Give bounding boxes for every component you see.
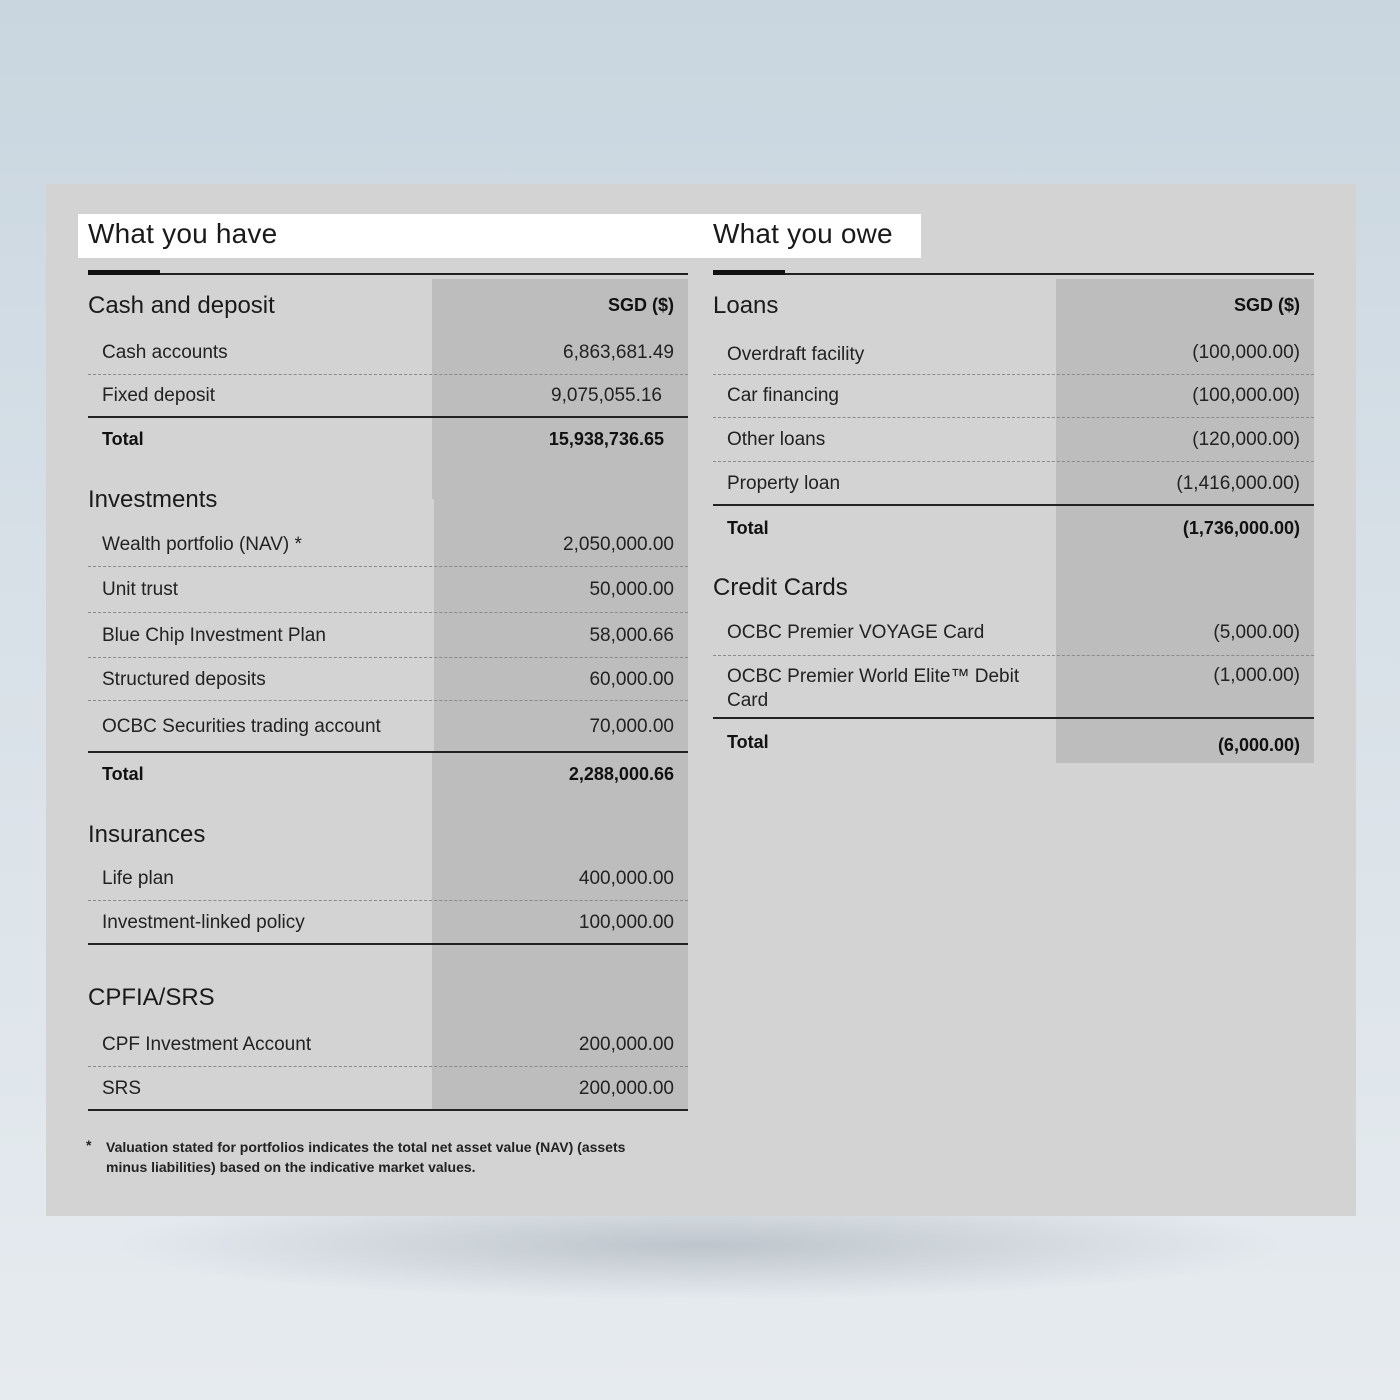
section-title-cpf: CPFIA/SRS <box>88 984 215 1011</box>
row-label: Unit trust <box>102 579 179 600</box>
section-title-insurances: Insurances <box>88 821 206 848</box>
section-title-cash: Cash and deposit <box>88 292 275 319</box>
row-value: (100,000.00) <box>1192 385 1300 406</box>
table-row <box>713 656 1314 719</box>
table-row <box>88 1022 688 1067</box>
row-value: (1,416,000.00) <box>1176 473 1300 494</box>
liabilities-heading-accent <box>713 270 785 275</box>
table-row <box>88 658 688 701</box>
row-label: Structured deposits <box>102 669 266 690</box>
row-value: 50,000.00 <box>589 579 674 600</box>
footnote-text: Valuation stated for portfolios indicates the total net asset value (NAV) (assets minus liabilities) based on the indicative market values. <box>106 1139 626 1175</box>
row-label: CPF Investment Account <box>102 1034 312 1055</box>
row-label: SRS <box>102 1078 142 1099</box>
assets-heading: What you have <box>88 218 278 249</box>
row-label: Overdraft facility <box>727 344 865 365</box>
total-label: Total <box>727 518 769 538</box>
table-row <box>88 375 688 418</box>
footnote-marker: * <box>86 1137 92 1153</box>
table-row <box>88 613 688 658</box>
total-value: 15,938,736.65 <box>548 429 664 449</box>
row-label: Fixed deposit <box>102 385 216 406</box>
currency-label: SGD ($) <box>1233 295 1300 315</box>
table-row <box>713 418 1314 462</box>
total-value: (6,000.00) <box>1217 735 1300 755</box>
statement-sheet <box>46 184 1356 1216</box>
row-value: (1,000.00) <box>1213 665 1300 686</box>
liabilities-heading-rule <box>713 273 1314 275</box>
row-label: OCBC Premier World Elite™ Debit Card <box>727 666 1020 711</box>
table-row <box>713 462 1314 506</box>
table-row <box>713 332 1314 375</box>
row-label: OCBC Securities trading account <box>102 716 381 737</box>
table-row <box>88 1067 688 1111</box>
table-row <box>88 332 688 375</box>
row-value: 2,050,000.00 <box>563 534 674 555</box>
assets-heading-accent <box>88 270 160 275</box>
row-label: Life plan <box>102 868 174 889</box>
section-title-investments: Investments <box>88 486 218 513</box>
table-row <box>88 701 688 753</box>
assets-heading-rule <box>88 273 688 275</box>
table-row <box>88 901 688 945</box>
row-label: Cash accounts <box>102 342 228 363</box>
total-label: Total <box>102 429 144 449</box>
row-value: 60,000.00 <box>589 669 674 690</box>
table-row <box>88 567 688 613</box>
total-value: 2,288,000.66 <box>568 764 674 784</box>
row-value: (5,000.00) <box>1213 622 1300 643</box>
row-label: Other loans <box>727 429 826 450</box>
row-value: 58,000.66 <box>589 625 674 646</box>
row-value: 6,863,681.49 <box>563 342 674 363</box>
row-value: 70,000.00 <box>589 716 674 737</box>
row-value: (100,000.00) <box>1192 342 1300 363</box>
row-value: 9,075,055.16 <box>551 385 662 406</box>
table-row <box>88 857 688 901</box>
total-label: Total <box>102 764 144 784</box>
row-value: 200,000.00 <box>578 1078 674 1099</box>
row-label: Property loan <box>727 473 841 494</box>
total-value: (1,736,000.00) <box>1182 518 1300 538</box>
table-row <box>713 612 1314 656</box>
row-value: 100,000.00 <box>578 912 674 933</box>
currency-label: SGD ($) <box>607 295 674 315</box>
row-label: Car financing <box>727 385 839 406</box>
liabilities-heading: What you owe <box>713 218 893 249</box>
section-title-loans: Loans <box>713 292 779 319</box>
row-value: 400,000.00 <box>578 868 674 889</box>
row-label: Wealth portfolio (NAV) * <box>102 534 302 555</box>
table-row <box>88 524 688 567</box>
row-label: Investment-linked policy <box>102 912 305 933</box>
total-label: Total <box>727 732 769 752</box>
row-label: OCBC Premier VOYAGE Card <box>727 622 985 643</box>
row-value: 200,000.00 <box>578 1034 674 1055</box>
table-row <box>713 375 1314 418</box>
row-label: Blue Chip Investment Plan <box>102 625 326 646</box>
section-title-cards: Credit Cards <box>713 574 848 601</box>
footnote <box>86 1137 646 1177</box>
row-value: (120,000.00) <box>1192 429 1300 450</box>
